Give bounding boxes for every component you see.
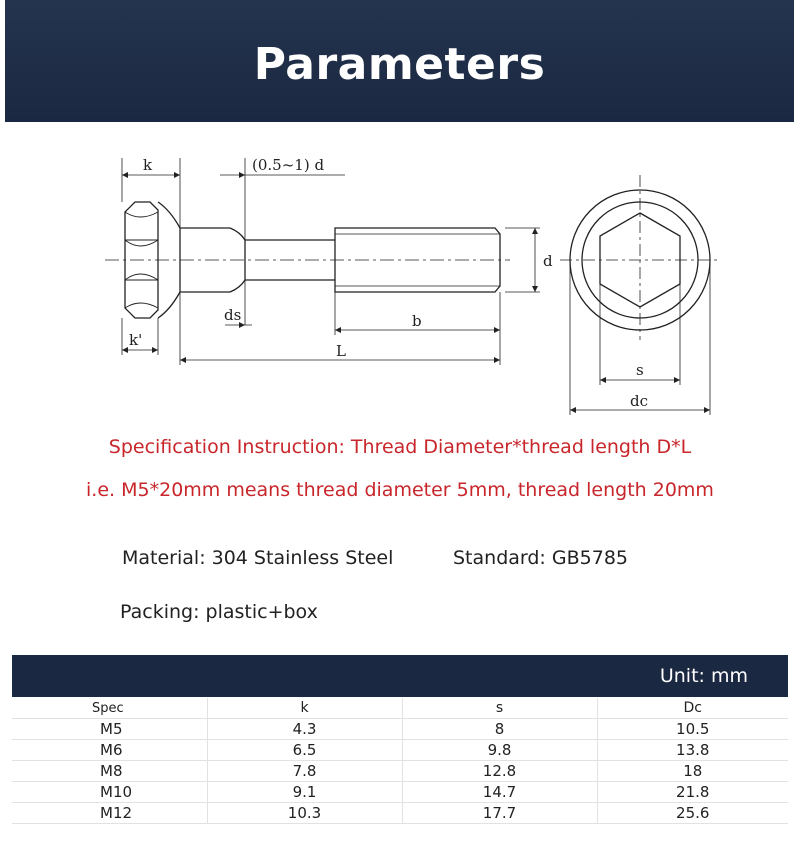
label-s: s bbox=[636, 361, 644, 379]
cell-dc: 10.5 bbox=[597, 719, 788, 740]
label-d: d bbox=[543, 252, 553, 270]
cell-dc: 25.6 bbox=[597, 803, 788, 824]
cell-dc: 21.8 bbox=[597, 782, 788, 803]
cell-k: 4.3 bbox=[207, 719, 402, 740]
cell-s: 17.7 bbox=[402, 803, 597, 824]
cell-s: 8 bbox=[402, 719, 597, 740]
cell-dc: 13.8 bbox=[597, 740, 788, 761]
cell-s: 14.7 bbox=[402, 782, 597, 803]
label-k: k bbox=[143, 156, 153, 174]
table-row bbox=[12, 803, 788, 824]
label-b: b bbox=[412, 312, 422, 330]
table-row bbox=[12, 740, 788, 761]
cell-k: 10.3 bbox=[207, 803, 402, 824]
cell-s: 12.8 bbox=[402, 761, 597, 782]
spec-instruction-line: Specification Instruction: Thread Diameter*thread length D*L bbox=[108, 436, 692, 458]
spec-example-line: i.e. M5*20mm means thread diameter 5mm, thread length 20mm bbox=[86, 479, 714, 501]
label-L: L bbox=[336, 342, 346, 360]
label-ds: ds bbox=[224, 306, 242, 324]
cell-dc: 18 bbox=[597, 761, 788, 782]
table-row bbox=[12, 719, 788, 740]
table-row bbox=[12, 761, 788, 782]
cell-spec: M6 bbox=[12, 740, 207, 761]
col-header-spec: Spec bbox=[12, 698, 207, 719]
col-header-dc: Dc bbox=[597, 698, 788, 719]
table-header-row bbox=[12, 698, 788, 719]
table-header-bar bbox=[12, 655, 788, 697]
cell-spec: M5 bbox=[12, 719, 207, 740]
standard-text: Standard: GB5785 bbox=[453, 547, 628, 569]
cell-k: 7.8 bbox=[207, 761, 402, 782]
label-pitch-note: (0.5~1) d bbox=[252, 156, 325, 174]
label-dc: dc bbox=[630, 392, 649, 410]
bolt-technical-drawing bbox=[100, 140, 740, 425]
label-k-prime: k' bbox=[129, 331, 143, 349]
col-header-k: k bbox=[207, 698, 402, 719]
cell-spec: M12 bbox=[12, 803, 207, 824]
cell-spec: M10 bbox=[12, 782, 207, 803]
unit-label: Unit: mm bbox=[659, 665, 748, 687]
table-row bbox=[12, 782, 788, 803]
cell-spec: M8 bbox=[12, 761, 207, 782]
page-title: Parameters bbox=[253, 38, 546, 90]
cell-k: 9.1 bbox=[207, 782, 402, 803]
material-text: Material: 304 Stainless Steel bbox=[122, 547, 394, 569]
page-header bbox=[5, 0, 794, 122]
cell-s: 9.8 bbox=[402, 740, 597, 761]
spec-table bbox=[12, 698, 788, 824]
packing-text: Packing: plastic+box bbox=[120, 601, 318, 623]
cell-k: 6.5 bbox=[207, 740, 402, 761]
col-header-s: s bbox=[402, 698, 597, 719]
